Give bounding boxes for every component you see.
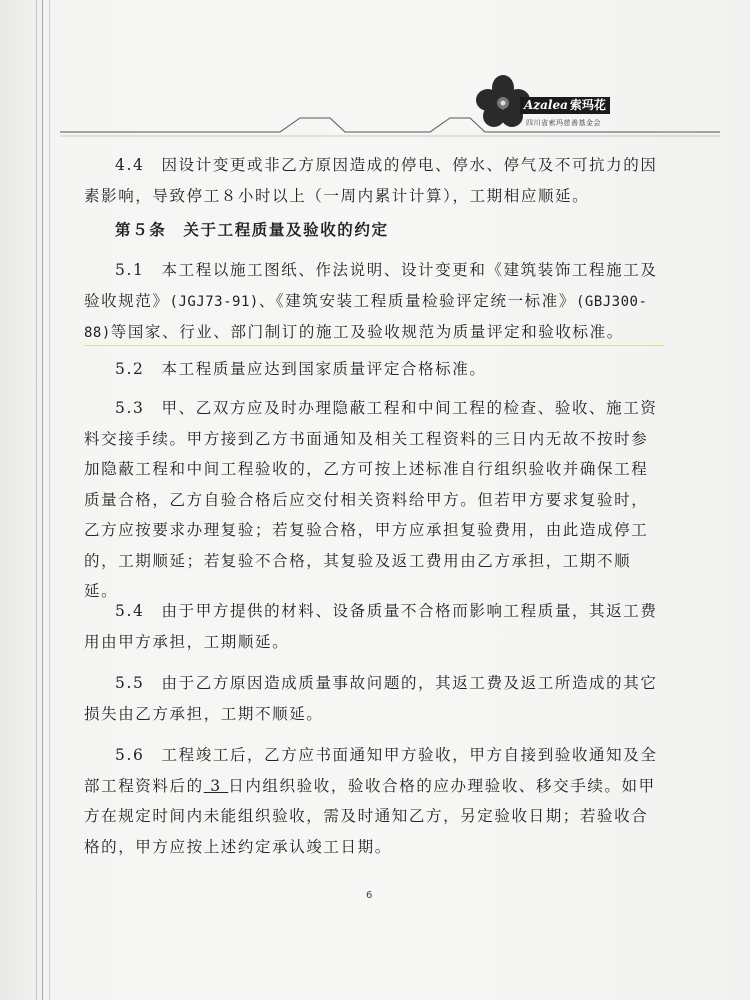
clause-5-6-text-a: 5.6 工程竣工后，乙方应书面通知甲方验收，甲方自接到验收通知及全部工程资料后的 xyxy=(84,746,658,795)
page-number: 6 xyxy=(366,890,373,901)
header-decorative-rule xyxy=(0,0,750,160)
clause-5-2: 5.2 本工程质量应达到国家质量评定合格标准。 xyxy=(115,360,487,378)
logo-brand-en: Azalea xyxy=(524,98,568,112)
clause-5-5: 5.5 由于乙方原因造成质量事故问题的，其返工费及返工所造成的其它损失由乙方承担，工期不顺延。 xyxy=(84,674,658,723)
clause-5-1-text-a: 5.1 本工程以施工图纸、作法说明、设计变更和《建筑装饰工程施工及验收规范》 xyxy=(84,261,658,310)
standard-code-jgj: (JGJ73-91) xyxy=(169,293,259,310)
article-5-heading: 第５条 关于工程质量及验收的约定 xyxy=(115,220,389,239)
clause-5-4: 5.4 由于甲方提供的材料、设备质量不合格而影响工程质量，其返工费用由甲方承担，工期顺延。 xyxy=(84,602,658,651)
clause-5-1-text-c: 等国家、行业、部门制订的施工及验收规范为质量评定和验收标准。 xyxy=(110,323,624,341)
clause-5-6 xyxy=(84,740,664,862)
clause-5-1 xyxy=(84,255,664,349)
binding-line xyxy=(42,0,43,1000)
binding-line xyxy=(49,0,50,1000)
clause-5-1-text-b: 、《建筑安装工程质量检验评定统一标准》 xyxy=(258,291,576,310)
logo-brand-cn: 索玛花 xyxy=(569,98,606,112)
marker-line xyxy=(84,345,664,346)
clause-5-6-text-b: 日内组织验收，验收合格的应办理验收、移交手续。如甲方在规定时间内未能组织验收，需及时通知乙方，另定验收日期；若验收合格的，甲方应按上述约定承认竣工日期。 xyxy=(84,776,656,856)
logo-subtitle: 四川省索玛慈善基金会 xyxy=(526,119,601,127)
acceptance-days-value: 3 xyxy=(203,776,229,795)
logo-brand xyxy=(520,97,610,114)
clause-5-3: 5.3 甲、乙双方应及时办理隐蔽工程和中间工程的检查、验收、施工资料交接手续。甲方接到乙方书面通知及相关工程资料的三日内无故不按时参加隐蔽工程和中间工程验收的，乙方可按上述标准自行组织验收并确保工程质量合格，乙方自验合格后应交付相关资料给甲方。但若甲方要求复验时，乙方应按要求办理复验；若复验合格，甲方应承担复验费用，由此造成停工的，工期顺延；若复验不合格，其复验及返工费用由乙方承担，工期不顺延。 xyxy=(84,399,658,600)
clause-4-4: 4.4 因设计变更或非乙方原因造成的停电、停水、停气及不可抗力的因素影响，导致停工８小时以上（一周内累计计算），工期相应顺延。 xyxy=(84,156,658,205)
foundation-logo xyxy=(472,74,622,134)
standard-code-gbj: (GBJ300-88) xyxy=(84,293,648,341)
binding-line xyxy=(36,0,37,1000)
